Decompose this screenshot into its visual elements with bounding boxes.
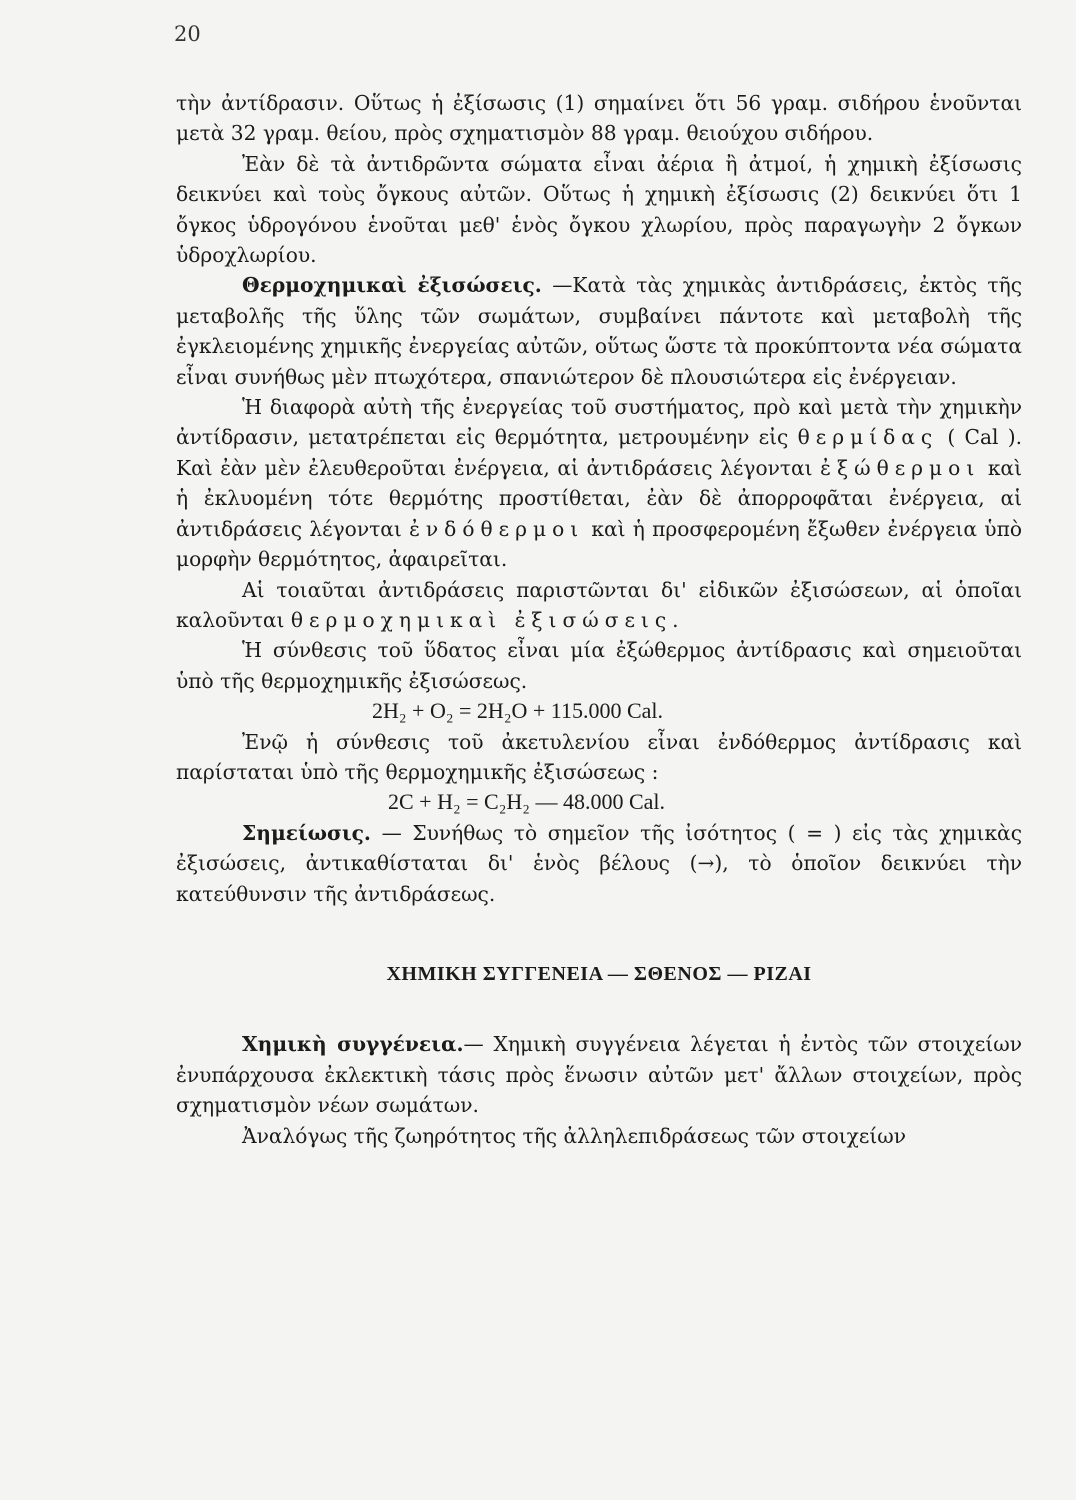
term-endothermic: ἐνδόθερμοι <box>409 516 585 541</box>
text-run: — Συνήθως τὸ σημεῖον τῆς ἰσότητος ( = ) εἰς τὰς χημικὰς ἐξισώσεις, ἀντικαθίσταται δι' ἑνὸς βέλους (→), τὸ ὁποῖον δεικνύει τὴν κατεύθυνσιν τῆς ἀντιδράσεως. <box>176 820 1022 906</box>
equation-acetylene: 2C + H₂ = C₂H₂ — 48.000 Cal. <box>388 789 665 815</box>
paragraph: Ἐνῷ ἡ σύνθεσις τοῦ ἀκετυλενίου εἶναι ἐνδόθερμος ἀντίδρασις καὶ παρίσταται ὑπὸ τῆς θερμοχημικῆς ἐξισώσεως : <box>176 729 1022 784</box>
paragraph: Ἀναλόγως τῆς ζωηρότητος τῆς ἀλληλεπιδράσεως τῶν στοιχείων <box>242 1123 906 1148</box>
note-title: Σημείωσις. <box>242 820 371 845</box>
text-run: Ἡ διαφορὰ αὐτὴ τῆς ἐνεργείας τοῦ συστήματος, πρὸ καὶ μετὰ τὴν χημικὴν ἀντίδρασιν, μετατρέπεται εἰς θερμότητα, μετρουμένην εἰς <box>176 395 1022 450</box>
paragraph-equations <box>176 575 1022 636</box>
text-run: καὶ ἡ προσφερομένη ἔξωθεν ἐνέργεια ὑπὸ μορφὴν θερμότητος, ἀφαιρεῖται. <box>176 516 1023 572</box>
section-heading: ΧΗΜΙΚΗ ΣΥΓΓΕΝΕΙΑ — ΣΘΕΝΟΣ — ΡΙΖΑΙ <box>386 962 812 985</box>
page-body <box>176 88 1022 1151</box>
text-run: ( Cal ). Καὶ ἐὰν μὲν ἐλευθεροῦται ἐνέργεια, αἱ ἀντιδράσεις λέγονται <box>176 425 1023 480</box>
term-thermochemical-equations: θερμοχημικαὶ ἐξισώσεις. <box>290 607 685 632</box>
text-run: — Χημικὴ συγγένεια λέγεται ἡ ἐντὸς τῶν στοιχείων ἐνυπάρχουσα ἐκλεκτικὴ τάσις πρὸς ἕνωσιν αὐτῶν μετ' ἄλλων στοιχείων, πρὸς σχηματισμὸν νέων σωμάτων. <box>176 1032 1022 1118</box>
text-run: καὶ ἡ ἐκλυομένη τότε θερμότης προστίθεται, ἐὰν δὲ ἀπορροφᾶται ἐνέργεια, αἱ ἀντιδράσεις λέγονται <box>176 455 1022 541</box>
section-title-thermochemical: Θερμοχημικαὶ ἐξισώσεις. <box>242 273 542 298</box>
paragraph-affinity <box>176 1029 1022 1120</box>
equation-water: 2H₂ + O₂ = 2H₂O + 115.000 Cal. <box>372 698 664 724</box>
affinity-title: Χημικὴ συγγένεια. <box>242 1032 464 1057</box>
paragraph-energy <box>176 392 1022 574</box>
text-run: Αἱ τοιαῦται ἀντιδράσεις παριστῶνται δι' εἰδικῶν ἐξισώσεων, αἱ ὁποῖαι καλοῦνται <box>176 577 1022 632</box>
paragraph: Ἡ σύνθεσις τοῦ ὕδατος εἶναι μία ἐξώθερμος ἀντίδρασις καὶ σημειοῦται ὑπὸ τῆς θερμοχημικῆς ἐξισώσεως. <box>176 638 1022 693</box>
paragraph: Ἐὰν δὲ τὰ ἀντιδρῶντα σώματα εἶναι ἀέρια ἢ ἀτμοί, ἡ χημικὴ ἐξίσωσις δεικνύει καὶ τοὺς ὄγκους αὐτῶν. Οὕτως ἡ χημικὴ ἐξίσωσις (2) δεικνύει ὅτι 1 ὄγκος ὑδρογόνου ἑνοῦται μεθ' ἑνὸς ὄγκου χλωρίου, πρὸς παραγωγὴν 2 ὄγκων ὑδροχλωρίου. <box>176 151 1022 268</box>
paragraph-text: —Κατὰ τὰς χημικὰς ἀντιδράσεις, ἐκτὸς τῆς μεταβολῆς τῆς ὕλης τῶν σωμάτων, συμβαίνει πάντοτε καὶ μεταβολὴ τῆς ἐγκλειομένης χημικῆς ἐνεργείας αὐτῶν, οὕτως ὥστε τὰ προκύπτοντα νέα σώματα εἶναι συνήθως μὲν πτωχότερα, σπανιώτερον δὲ πλουσιώτερα εἰς ἐνέργειαν. <box>176 273 1022 389</box>
paragraph-thermochemical <box>176 270 1022 392</box>
paragraph: τὴν ἀντίδρασιν. Οὕτως ἡ ἐξίσωσις (1) σημαίνει ὅτι 56 γραμ. σιδήρου ἑνοῦνται μετὰ 32 γραμ. θείου, πρὸς σχηματισμὸν 88 γραμ. θειούχου σιδήρου. <box>176 91 1022 146</box>
page-number: 20 <box>174 22 201 46</box>
term-calories: θερμίδας <box>797 425 939 450</box>
term-exothermic: ἐξώθερμοι <box>820 455 981 480</box>
paragraph-note <box>176 818 1022 909</box>
